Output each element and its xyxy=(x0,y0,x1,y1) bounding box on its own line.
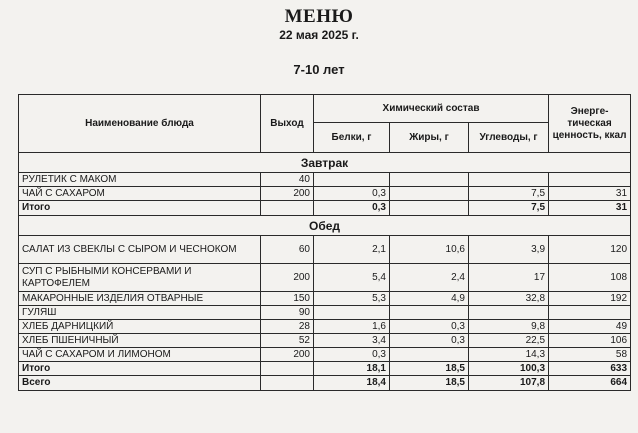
dish-carbs: 3,9 xyxy=(469,236,549,264)
table-row xyxy=(19,292,631,306)
dish-carbs: 32,8 xyxy=(469,292,549,306)
dish-carbs: 14,3 xyxy=(469,348,549,362)
dish-yield: 52 xyxy=(261,334,314,348)
col-header-energy: Энерге-тическая ценность, ккал xyxy=(549,95,631,153)
dish-protein: 5,3 xyxy=(314,292,390,306)
table-row xyxy=(19,334,631,348)
dish-protein: 0,3 xyxy=(314,187,390,201)
grand-total-row xyxy=(19,376,631,391)
dish-protein: 1,6 xyxy=(314,320,390,334)
total-protein: 0,3 xyxy=(314,201,390,216)
dish-energy xyxy=(549,173,631,187)
dish-name: ГУЛЯШ xyxy=(19,306,261,320)
dish-name: САЛАТ ИЗ СВЕКЛЫ С СЫРОМ И ЧЕСНОКОМ xyxy=(19,236,261,264)
total-label: Итого xyxy=(19,362,261,376)
total-energy: 31 xyxy=(549,201,631,216)
dish-yield: 90 xyxy=(261,306,314,320)
dish-name: РУЛЕТИК С МАКОМ xyxy=(19,173,261,187)
dish-fat: 10,6 xyxy=(390,236,469,264)
dish-energy: 31 xyxy=(549,187,631,201)
total-protein: 18,1 xyxy=(314,362,390,376)
total-carbs: 100,3 xyxy=(469,362,549,376)
total-carbs: 7,5 xyxy=(469,201,549,216)
dish-energy xyxy=(549,306,631,320)
col-header-fat: Жиры, г xyxy=(390,123,469,153)
dish-energy: 49 xyxy=(549,320,631,334)
dish-name: ЧАЙ С САХАРОМ И ЛИМОНОМ xyxy=(19,348,261,362)
dish-fat xyxy=(390,306,469,320)
section-title-breakfast: Завтрак xyxy=(19,153,631,173)
dish-protein: 2,1 xyxy=(314,236,390,264)
dish-fat: 0,3 xyxy=(390,334,469,348)
dish-yield: 200 xyxy=(261,348,314,362)
total-fat xyxy=(390,201,469,216)
dish-yield: 150 xyxy=(261,292,314,306)
dish-fat xyxy=(390,348,469,362)
dish-yield: 200 xyxy=(261,264,314,292)
section-title-lunch: Обед xyxy=(19,216,631,236)
dish-fat: 4,9 xyxy=(390,292,469,306)
dish-yield: 200 xyxy=(261,187,314,201)
dish-yield: 28 xyxy=(261,320,314,334)
dish-fat: 2,4 xyxy=(390,264,469,292)
dish-carbs xyxy=(469,173,549,187)
section-total-row xyxy=(19,201,631,216)
dish-protein xyxy=(314,173,390,187)
dish-name: ЧАЙ С САХАРОМ xyxy=(19,187,261,201)
table-row xyxy=(19,348,631,362)
dish-protein: 5,4 xyxy=(314,264,390,292)
total-protein: 18,4 xyxy=(314,376,390,391)
table-row xyxy=(19,306,631,320)
dish-energy: 106 xyxy=(549,334,631,348)
dish-fat xyxy=(390,173,469,187)
col-header-protein: Белки, г xyxy=(314,123,390,153)
table-row xyxy=(19,236,631,264)
dish-carbs: 17 xyxy=(469,264,549,292)
dish-protein xyxy=(314,306,390,320)
dish-carbs: 9,8 xyxy=(469,320,549,334)
table-row xyxy=(19,173,631,187)
dish-carbs: 7,5 xyxy=(469,187,549,201)
total-fat: 18,5 xyxy=(390,376,469,391)
total-carbs: 107,8 xyxy=(469,376,549,391)
dish-yield: 40 xyxy=(261,173,314,187)
table-row xyxy=(19,320,631,334)
dish-protein: 0,3 xyxy=(314,348,390,362)
total-yield-empty xyxy=(261,362,314,376)
dish-name: ХЛЕБ ДАРНИЦКИЙ xyxy=(19,320,261,334)
dish-name: МАКАРОННЫЕ ИЗДЕЛИЯ ОТВАРНЫЕ xyxy=(19,292,261,306)
menu-date: 22 мая 2025 г. xyxy=(279,28,359,42)
dish-protein: 3,4 xyxy=(314,334,390,348)
dish-name: ХЛЕБ ПШЕНИЧНЫЙ xyxy=(19,334,261,348)
total-yield-empty xyxy=(261,376,314,391)
total-label: Итого xyxy=(19,201,261,216)
table-row xyxy=(19,187,631,201)
dish-energy: 120 xyxy=(549,236,631,264)
total-fat: 18,5 xyxy=(390,362,469,376)
age-group: 7-10 лет xyxy=(293,62,345,77)
col-header-chem: Химический состав xyxy=(314,95,549,123)
total-energy: 633 xyxy=(549,362,631,376)
col-header-name: Наименование блюда xyxy=(19,95,261,153)
col-header-yield: Выход xyxy=(261,95,314,153)
dish-yield: 60 xyxy=(261,236,314,264)
dish-energy: 192 xyxy=(549,292,631,306)
dish-fat xyxy=(390,187,469,201)
dish-energy: 108 xyxy=(549,264,631,292)
table-row xyxy=(19,264,631,292)
page-title: МЕНЮ xyxy=(284,6,354,27)
dish-fat: 0,3 xyxy=(390,320,469,334)
section-total-row xyxy=(19,362,631,376)
dish-energy: 58 xyxy=(549,348,631,362)
col-header-carbs: Углеводы, г xyxy=(469,123,549,153)
menu-table xyxy=(18,94,631,391)
dish-carbs xyxy=(469,306,549,320)
total-yield-empty xyxy=(261,201,314,216)
total-energy: 664 xyxy=(549,376,631,391)
dish-name: СУП С РЫБНЫМИ КОНСЕРВАМИ И КАРТОФЕЛЕМ xyxy=(19,264,261,292)
dish-carbs: 22,5 xyxy=(469,334,549,348)
total-label: Всего xyxy=(19,376,261,391)
